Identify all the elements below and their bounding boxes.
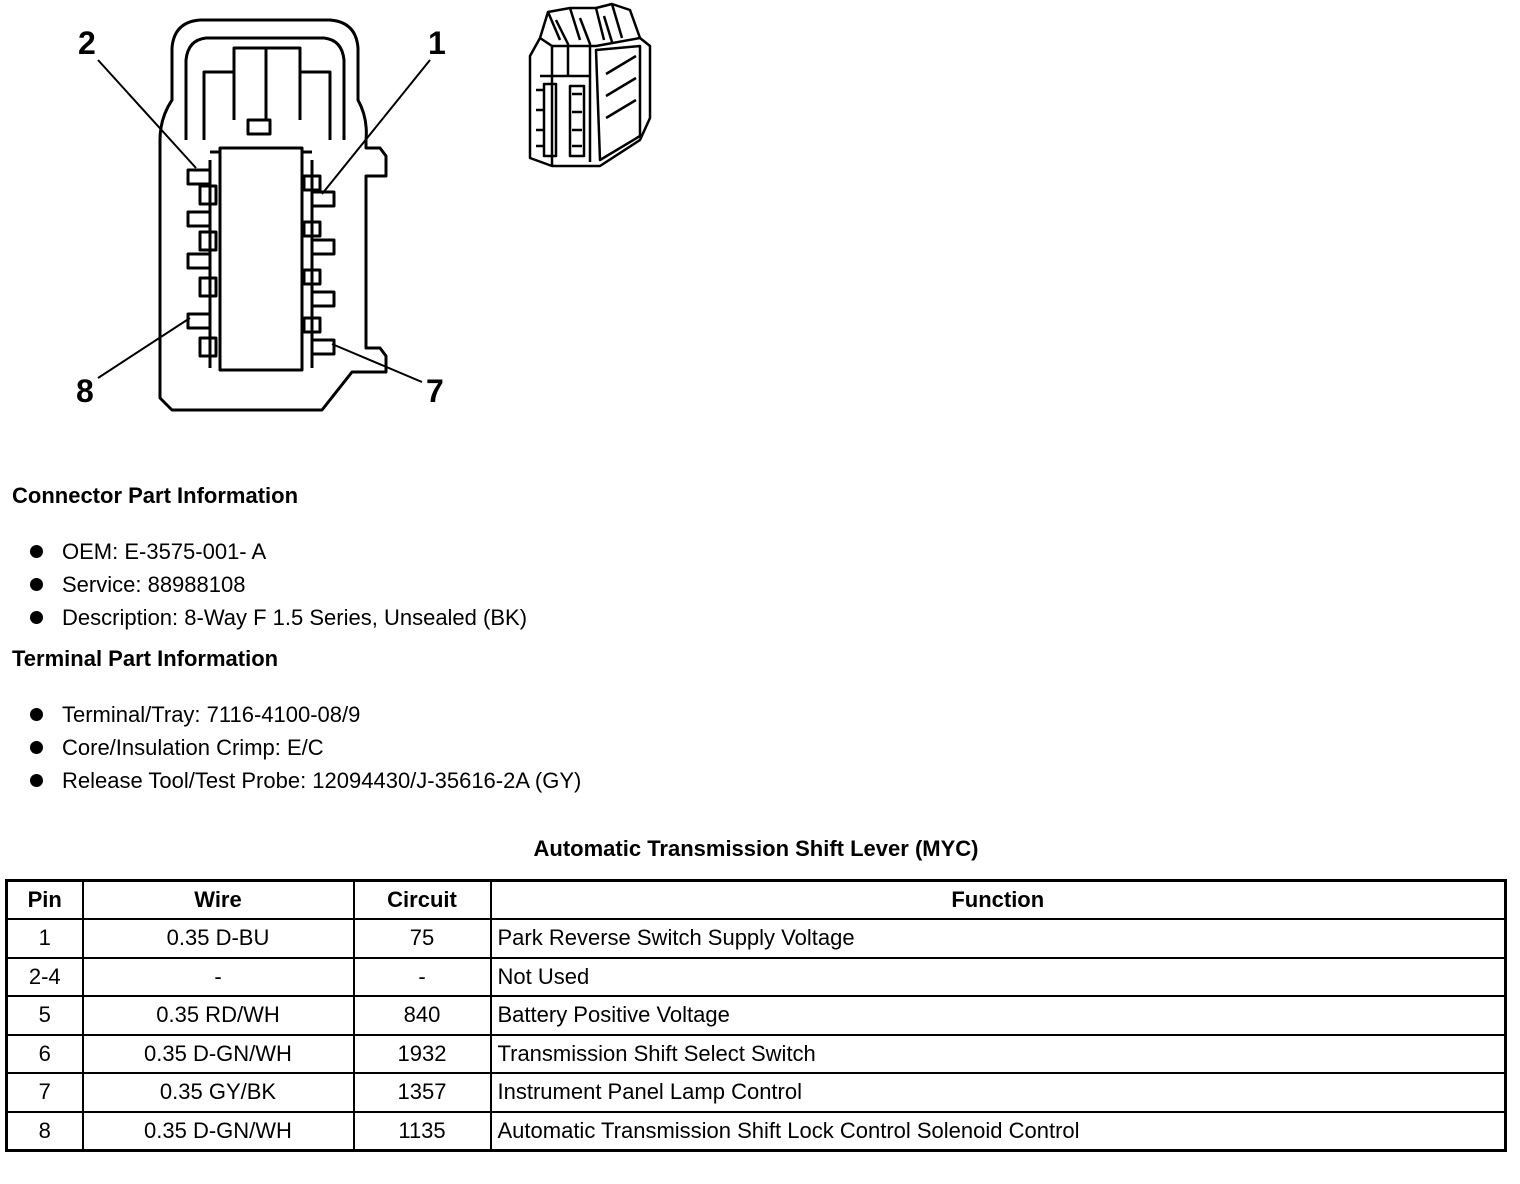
table-row	[7, 958, 1506, 997]
table-row	[7, 1035, 1506, 1074]
cell-pin: 5	[7, 996, 83, 1035]
table-row	[7, 996, 1506, 1035]
list-item: Core/Insulation Crimp: E/C	[0, 731, 581, 764]
cell-pin: 6	[7, 1035, 83, 1074]
connector-isometric-view	[530, 4, 650, 166]
bullet-icon	[30, 611, 43, 624]
cell-wire: 0.35 GY/BK	[83, 1073, 354, 1112]
cell-wire: 0.35 D-BU	[83, 919, 354, 958]
cell-wire: 0.35 D-GN/WH	[83, 1112, 354, 1151]
header-pin: Pin	[7, 881, 83, 920]
terminal-info-list	[0, 698, 581, 797]
cell-function: Transmission Shift Select Switch	[491, 1035, 1506, 1074]
list-item: Terminal/Tray: 7116-4100-08/9	[0, 698, 581, 731]
pin-label-7: 7	[426, 373, 444, 409]
terminal-info-heading: Terminal Part Information	[12, 646, 279, 671]
cell-circuit: 1135	[354, 1112, 491, 1151]
list-item: Description: 8-Way F 1.5 Series, Unsealed (BK)	[0, 601, 527, 634]
header-wire: Wire	[83, 881, 354, 920]
header-circuit: Circuit	[354, 881, 491, 920]
table-title: Automatic Transmission Shift Lever (MYC)	[533, 836, 979, 861]
bullet-icon	[30, 741, 43, 754]
cell-circuit: 1357	[354, 1073, 491, 1112]
list-item: OEM: E-3575-001- A	[0, 535, 527, 568]
pin-label-1: 1	[428, 25, 446, 61]
pin-label-2: 2	[78, 25, 96, 61]
table-row	[7, 919, 1506, 958]
cell-circuit: 75	[354, 919, 491, 958]
connector-info-list	[0, 535, 527, 634]
bullet-icon	[30, 774, 43, 787]
bullet-icon	[30, 708, 43, 721]
cell-circuit: 840	[354, 996, 491, 1035]
pinout-table	[5, 879, 1507, 1152]
cell-function: Not Used	[491, 958, 1506, 997]
cell-pin: 7	[7, 1073, 83, 1112]
bullet-icon	[30, 578, 43, 591]
cell-pin: 2-4	[7, 958, 83, 997]
cell-circuit: -	[354, 958, 491, 997]
connector-info-heading: Connector Part Information	[12, 483, 299, 508]
cell-function: Instrument Panel Lamp Control	[491, 1073, 1506, 1112]
list-item: Service: 88988108	[0, 568, 527, 601]
cell-wire: -	[83, 958, 354, 997]
cell-circuit: 1932	[354, 1035, 491, 1074]
pin-label-8: 8	[76, 373, 94, 409]
table-header-row	[7, 881, 1506, 920]
connector-diagram	[0, 0, 700, 440]
cell-wire: 0.35 RD/WH	[83, 996, 354, 1035]
header-function: Function	[491, 881, 1506, 920]
cell-function: Automatic Transmission Shift Lock Control Solenoid Control	[491, 1112, 1506, 1151]
cell-pin: 8	[7, 1112, 83, 1151]
cell-pin: 1	[7, 919, 83, 958]
cell-function: Battery Positive Voltage	[491, 996, 1506, 1035]
table-row	[7, 1112, 1506, 1151]
cell-function: Park Reverse Switch Supply Voltage	[491, 919, 1506, 958]
list-item: Release Tool/Test Probe: 12094430/J-35616-2A (GY)	[0, 764, 581, 797]
bullet-icon	[30, 545, 43, 558]
cell-wire: 0.35 D-GN/WH	[83, 1035, 354, 1074]
table-row	[7, 1073, 1506, 1112]
